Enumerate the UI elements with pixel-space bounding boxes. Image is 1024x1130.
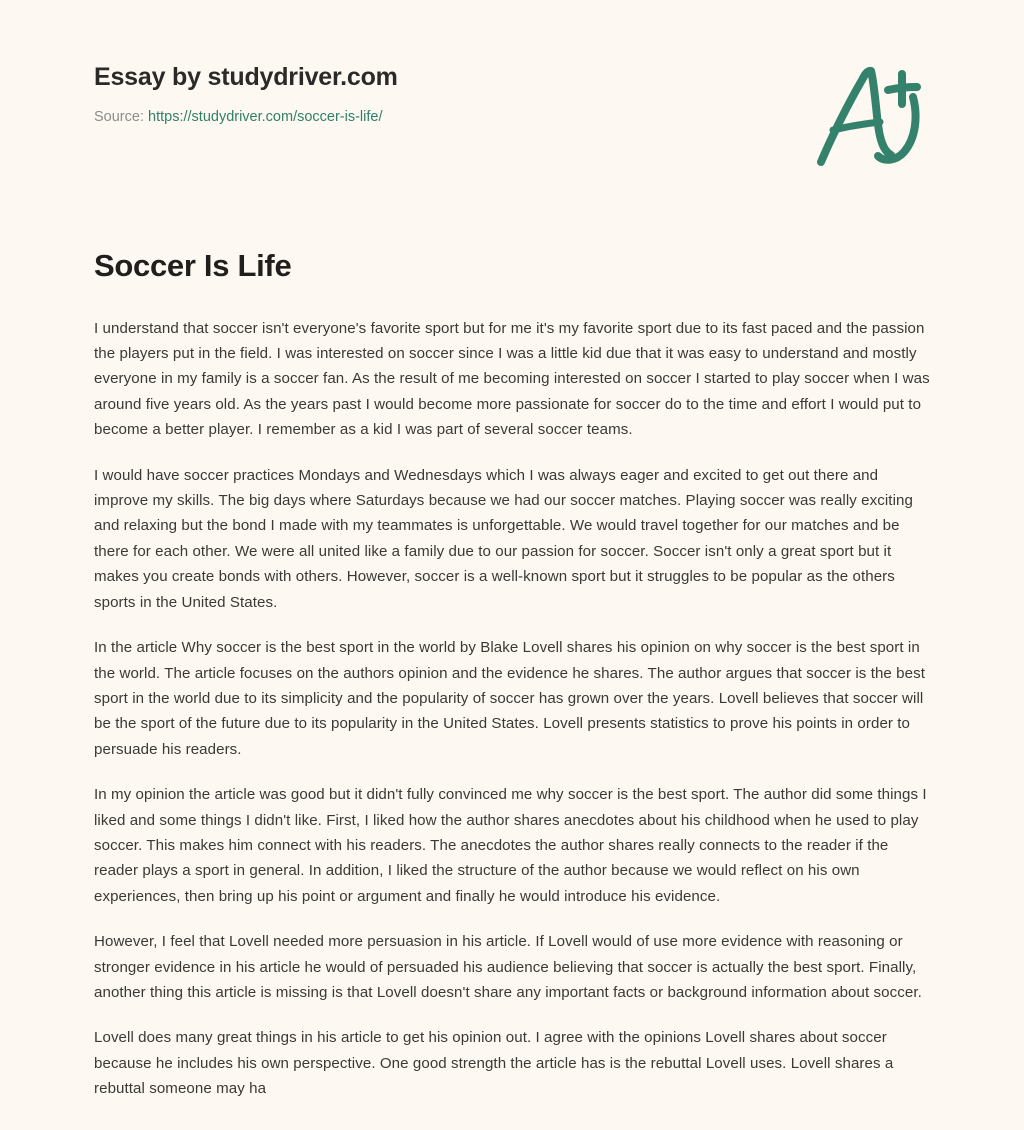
header-text-block <box>94 62 754 126</box>
article-container <box>94 248 932 1102</box>
page-title: Soccer Is Life <box>94 248 292 283</box>
source-url-link[interactable]: https://studydriver.com/soccer-is-life/ <box>148 109 383 125</box>
paragraph: I understand that soccer isn't everyone's favorite sport but for me it's my favorite sport due to its fast paced and the passion the players put in the field. I was interested on soccer since I was a little kid due that it was easy to understand and mostly everyone in my family is a soccer fan. As the result of me becoming interested on soccer I started to play soccer when I was around five years old. As the years past I would become more passionate for soccer do to the time and effort I would put to become a better player. I remember as a kid I was part of several soccer teams. <box>94 319 930 439</box>
paragraph: I would have soccer practices Mondays and Wednesdays which I was always eager and excited to get out there and improve my skills. The big days where Saturdays because we had our soccer matches. Playing soccer was really exciting and relaxing but the bond I made with my teammates is unforgettable. We would travel together for our matches and be there for each other. We were all united like a family due to our passion for soccer. Soccer isn't only a great sport but it makes you create bonds with others. However, soccer is a well-known sport but it struggles to be popular as the others sports in the United States. <box>94 466 913 611</box>
paragraph: However, I feel that Lovell needed more persuasion in his article. If Lovell would of use more evidence with reasoning or stronger evidence in his article he would of persuaded his audience believing that soccer is actually the best sport. Finally, another thing this article is missing is that Lovell doesn't share any important facts or background information about soccer. <box>94 933 922 1001</box>
essay-byline: Essay by studydriver.com <box>94 63 398 91</box>
paragraph: In my opinion the article was good but it didn't fully convinced me why soccer is the best sport. The author did some things I liked and some things I didn't like. First, I liked how the author shares anecdotes about his childhood when he used to play soccer. This makes him connect with his readers. The anecdotes the author shares really connects to the reader if the reader plays a sport in general. In addition, I liked the structure of the author because we would reflect on his own experiences, then bring up his point or argument and finally he would introduce his evidence. <box>94 786 927 905</box>
studydriver-logo[interactable] <box>812 62 930 172</box>
a-plus-logo-icon <box>812 62 930 172</box>
paragraph-truncated: Lovell does many great things in his article to get his opinion out. I agree with the opinions Lovell shares about soccer because he includes his own perspective. One good strength the article has is the rebuttal Lovell uses. Lovell shares a rebuttal someone may ha <box>94 1029 894 1098</box>
article-body <box>94 316 932 1102</box>
source-line <box>94 109 754 126</box>
source-label: Source: <box>94 109 144 125</box>
page-header <box>0 0 1024 190</box>
paragraph: In the article Why soccer is the best sport in the world by Blake Lovell shares his opinion on why soccer is the best sport in the world. The article focuses on the authors opinion and the evidence he shares. The author argues that soccer is the best sport in the world due to its simplicity and the popularity of soccer has grown over the years. Lovell believes that soccer will be the sport of the future due to its popularity in the United States. Lovell presents statistics to prove his points in order to persuade his readers. <box>94 639 926 758</box>
